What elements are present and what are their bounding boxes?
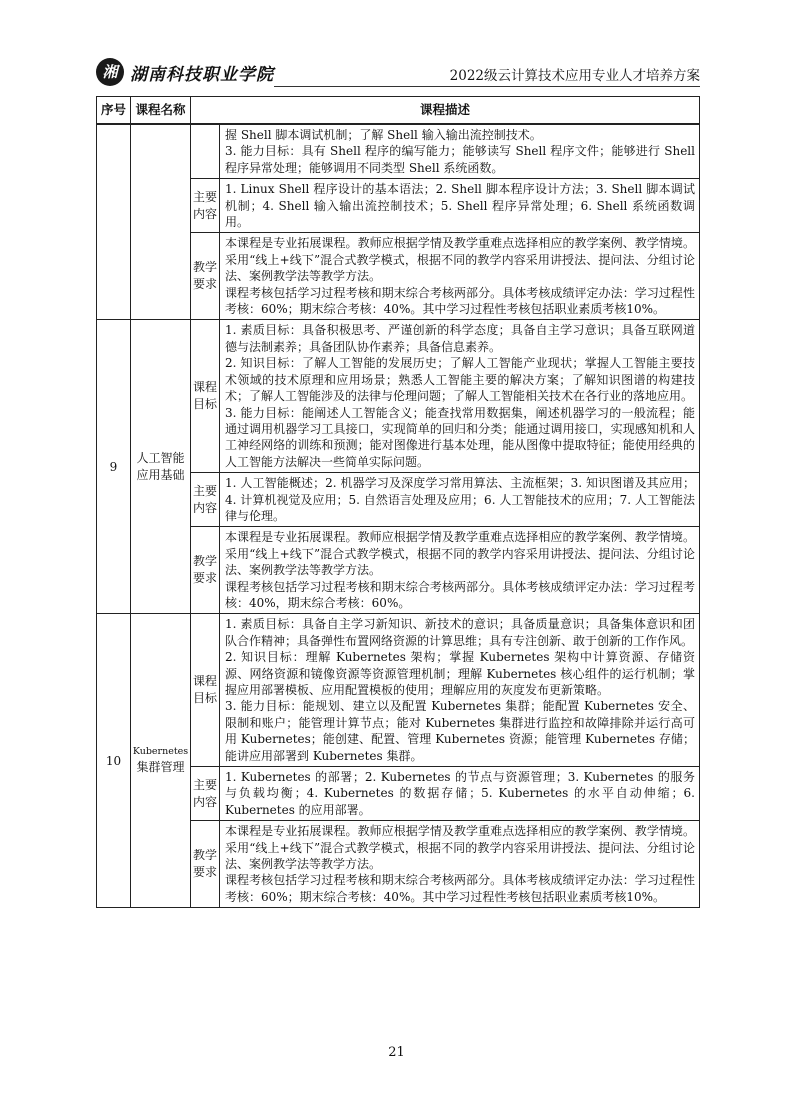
goal-label: 课程目标 bbox=[192, 674, 217, 706]
header-course-name: 课程名称 bbox=[131, 97, 191, 125]
requirement-paragraph: 本课程是专业拓展课程。教师应根据学情及教学重难点选择相应的教学案例、教学情境。采用“线上+线下”混合式教学模式，根据不同的教学内容采用讲授法、提问法、分组讨论法、案例教学法等教学方法。 bbox=[225, 824, 695, 872]
table-row bbox=[97, 320, 700, 473]
goal-label-cell bbox=[191, 320, 220, 473]
content-text-cell bbox=[220, 473, 700, 527]
requirement-paragraph: 课程考核包括学习过程考核和期末综合考核两部分。具体考核成绩评定办法：学习过程性考核：60%；期末综合考核：40%。其中学习过程性考核包括职业素质考核10%。 bbox=[225, 873, 695, 904]
page-header bbox=[96, 58, 700, 92]
goal-paragraph: 2. 知识目标：了解人工智能的发展历史；了解人工智能产业现状；掌握人工智能主要技术领域的技术原理和应用场景；熟悉人工智能主要的解决方案；了解知识图谱的构建技术；了解人工智能涉及的法律与伦理问题；了解人工智能相关技术在各行业的落地应用。 bbox=[225, 356, 695, 404]
goal-paragraph: 握 Shell 脚本调试机制；了解 Shell 输入输出流控制技术。 bbox=[225, 128, 542, 142]
goal-label: 课程目标 bbox=[192, 380, 217, 412]
course-name bbox=[131, 614, 191, 908]
goal-text-cell bbox=[220, 614, 700, 767]
requirement-paragraph: 课程考核包括学习过程考核和期末综合考核两部分。具体考核成绩评定办法：学习过程性考核：60%；期末综合考核：40%。其中学习过程性考核包括职业素质考核10%。 bbox=[225, 285, 695, 317]
goal-text-cell bbox=[220, 124, 700, 179]
content-label-cell bbox=[191, 767, 220, 821]
requirement-label-cell bbox=[191, 233, 220, 320]
content-label-cell bbox=[191, 179, 220, 233]
content-label-cell bbox=[191, 473, 220, 527]
requirement-label: 教学要求 bbox=[192, 554, 217, 586]
requirement-label-cell bbox=[191, 527, 220, 614]
content-paragraph: 1. 人工智能概述；2. 机器学习及深度学习常用算法、主流框架；3. 知识图谱及其应用；4. 计算机视觉及应用；5. 自然语言处理及应用；6. 人工智能技术的应用；7. 人工智能法律与伦理。 bbox=[225, 476, 695, 523]
course-table bbox=[96, 96, 700, 908]
course-name-cn: 集群管理 bbox=[136, 760, 185, 775]
content-label: 主要内容 bbox=[192, 777, 217, 809]
content-text-cell bbox=[220, 179, 700, 233]
content-text-cell bbox=[220, 767, 700, 821]
requirement-text-cell bbox=[220, 821, 700, 908]
requirement-text-cell bbox=[220, 233, 700, 320]
requirement-paragraph: 课程考核包括学习过程考核和期末综合考核两部分。具体考核成绩评定办法：学习过程考核：40%，期末综合考核：60%。 bbox=[225, 579, 695, 610]
requirement-paragraph: 本课程是专业拓展课程。教师应根据学情及教学重难点选择相应的教学案例、教学情境。采用“线上+线下”混合式教学模式，根据不同的教学内容采用讲授法、提问法、分组讨论法、案例教学法等教学方法。 bbox=[225, 530, 695, 578]
course-no: 10 bbox=[97, 614, 131, 908]
goal-paragraph: 3. 能力目标：能阐述人工智能含义；能查找常用数据集，阐述机器学习的一般流程；能通过调用机器学习工具接口，实现简单的回归和分类；能通过调用接口，实现感知机和人工神经网络的训练和预测；能对图像进行基本处理，能从图像中提取特征；能使用经典的人工智能方法解决一些简单实际问题。 bbox=[225, 405, 695, 469]
content-label: 主要内容 bbox=[192, 189, 217, 221]
content-label: 主要内容 bbox=[192, 483, 217, 515]
table-header-row bbox=[97, 97, 700, 125]
course-no: 9 bbox=[97, 320, 131, 614]
page-number: 21 bbox=[388, 1045, 405, 1060]
content-paragraph: 1. Linux Shell 程序设计的基本语法；2. Shell 脚本程序设计方法；3. Shell 脚本调试机制；4. Shell 输入输出流控制技术；5. Shell 程序异常处理；6. Shell 系统函数调用。 bbox=[225, 182, 695, 230]
header-no: 序号 bbox=[97, 97, 131, 125]
goal-paragraph: 1. 素质目标：具备积极思考、严谨创新的科学态度；具备自主学习意识；具备互联网道德与法制素养；具备团队协作素养；具备信息素养。 bbox=[225, 323, 695, 354]
document-title: 2022级云计算技术应用专业人才培养方案 bbox=[449, 68, 700, 84]
course-name: 人工智能应用基础 bbox=[131, 320, 191, 614]
requirement-label: 教学要求 bbox=[192, 260, 217, 292]
course-name-en: Kubernetes bbox=[132, 746, 189, 758]
school-logo bbox=[96, 58, 274, 86]
goal-label-cell bbox=[191, 614, 220, 767]
requirement-text-cell bbox=[220, 527, 700, 614]
requirement-label: 教学要求 bbox=[192, 848, 217, 880]
header-divider bbox=[274, 86, 700, 87]
goal-label-cell bbox=[191, 124, 220, 179]
table-row bbox=[97, 124, 700, 179]
content-paragraph: 1. Kubernetes 的部署；2. Kubernetes 的节点与资源管理；3. Kubernetes 的服务与负载均衡；4. Kubernetes 的数据存储；5. Kubernetes 的水平自动伸缩；6. Kubernetes 的应用部署。 bbox=[225, 770, 695, 817]
goal-paragraph: 1. 素质目标：具备自主学习新知识、新技术的意识；具备质量意识；具备集体意识和团队合作精神；具备弹性布置网络资源的计算思维；具有专注创新、敢于创新的工作作风。 bbox=[225, 617, 695, 648]
goal-paragraph: 2. 知识目标：理解 Kubernetes 架构；掌握 Kubernetes 架构中计算资源、存储资源、网络资源和镜像资源等资源管理机制；理解 Kubernetes 核心组件的运行机制；掌握应用部署模板、应用配置模板的使用；理解应用的灰度发布更新策略。 bbox=[225, 650, 695, 697]
table-row bbox=[97, 614, 700, 767]
header-course-description: 课程描述 bbox=[191, 97, 700, 125]
school-seal-icon: 湘 bbox=[96, 58, 124, 86]
goal-text-cell bbox=[220, 320, 700, 473]
requirement-paragraph: 本课程是专业拓展课程。教师应根据学情及教学重难点选择相应的教学案例、教学情境。采用“线上+线下”混合式教学模式，根据不同的教学内容采用讲授法、提问法、分组讨论法、案例教学法等教学方法。 bbox=[225, 236, 695, 284]
course-no-cell bbox=[97, 124, 131, 320]
requirement-label-cell bbox=[191, 821, 220, 908]
course-name-cell bbox=[131, 124, 191, 320]
goal-paragraph: 3. 能力目标：具有 Shell 程序的编写能力；能够读写 Shell 程序文件；能够进行 Shell 程序异常处理；能够调用不同类型 Shell 系统函数。 bbox=[225, 144, 695, 175]
goal-paragraph: 3. 能力目标：能规划、建立以及配置 Kubernetes 集群；能配置 Kubernetes 安全、限制和账户；能管理计算节点；能对 Kubernetes 集群进行监控和故障排除并运行高可用 Kubernetes；能创建、配置、管理 Kubernetes 资源；能管理 Kubernetes 存储；能讲应用部署到 Kubernetes 集群。 bbox=[225, 699, 695, 763]
school-name: 湖南科技职业学院 bbox=[130, 64, 274, 85]
